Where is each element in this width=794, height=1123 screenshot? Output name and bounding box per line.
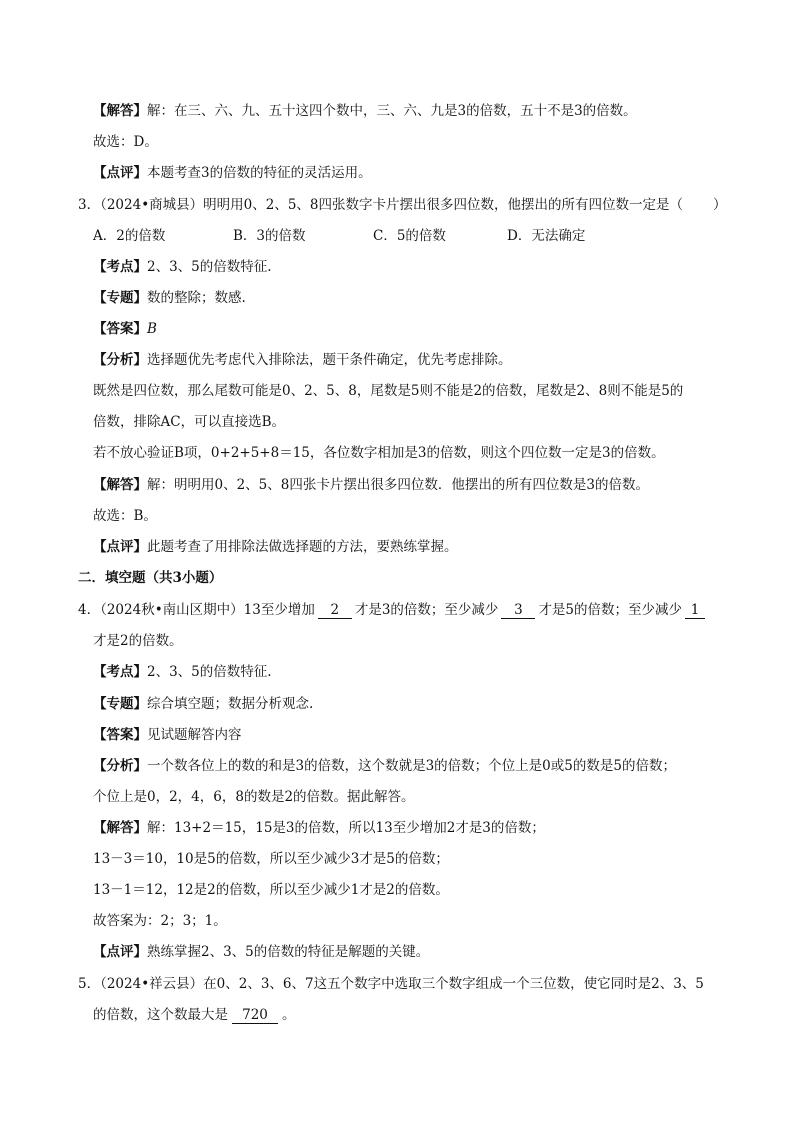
q3-fenxi-l2: 既然是四位数，那么尾数可能是0、2、5、8，尾数是5则不能是2的倍数，尾数是2、8则不能是5的	[93, 383, 684, 399]
q4-guda-line: 故答案为：2；3；1。	[93, 913, 227, 929]
q3-option-b: B．3的倍数	[233, 228, 306, 244]
q4-blank-3: 1	[685, 602, 705, 619]
q3-option-c: C．5的倍数	[373, 228, 446, 244]
q5-stem-l2	[93, 1005, 296, 1025]
q3-jieda-line	[93, 475, 649, 495]
q3-zhuanti-text: 数的整除；数感.	[147, 290, 246, 306]
q3-guxuan-line: 故选：B。	[93, 508, 157, 524]
q2-dianping-line	[93, 163, 372, 183]
q3-fenxi-l4: 若不放心验证B项，0+2+5+8＝15，各位数字相加是3的倍数，则这个四位数一定是3的倍数。	[93, 445, 665, 461]
q4-kaodian-line	[93, 662, 272, 682]
q4-blank-2: 3	[501, 602, 535, 619]
q4-dianping-text: 熟练掌握2、3、5的倍数的特征是解题的关键。	[147, 944, 430, 960]
q4-fenxi-text: 一个数各位上的数的和是3的倍数，这个数就是3的倍数；个位上是0或5的数是5的倍数；	[147, 758, 676, 774]
dianping-tag: 【点评】	[93, 539, 147, 555]
q2-guxuan-line: 故选：D。	[93, 134, 158, 150]
q4-kaodian-text: 2、3、5的倍数特征.	[147, 664, 272, 680]
q4-jieda-l2: 13－3＝10，10是5的倍数，所以至少减少3才是5的倍数；	[93, 851, 449, 867]
q3-zhuanti-line	[93, 288, 246, 308]
q4-stem-p2: 才是3的倍数；至少减少	[354, 602, 499, 618]
q4-jieda-line	[93, 818, 545, 838]
fenxi-tag: 【分析】	[93, 758, 147, 774]
q4-daan-line	[93, 725, 242, 745]
q3-options	[93, 226, 585, 246]
q4-jieda-text: 解：13+2＝15，15是3的倍数，所以13至少增加2才是3的倍数；	[147, 820, 545, 836]
q3-fenxi-l3: 倍数，排除AC，可以直接选B。	[93, 414, 285, 430]
kaodian-tag: 【考点】	[93, 259, 147, 275]
q3-daan-text: B	[147, 321, 157, 337]
q4-stem-p1: 4．（2024秋•南山区期中）13至少增加	[78, 602, 315, 618]
q4-jieda-l3: 13－1＝12，12是2的倍数，所以至少减少1才是2的倍数。	[93, 882, 449, 898]
q3-fenxi-line	[93, 350, 512, 370]
q3-dianping-text: 此题考查了用排除法做选择题的方法，要熟练掌握。	[147, 539, 458, 555]
fenxi-tag: 【分析】	[93, 352, 147, 368]
jieda-tag: 【解答】	[93, 477, 147, 493]
q3-daan-line	[93, 319, 157, 339]
q3-kaodian-text: 2、3、5的倍数特征.	[147, 259, 272, 275]
q2-dianping-text: 本题考查3的倍数的特征的灵活运用。	[147, 165, 372, 181]
q3-stem-text: 3．（2024•商城县）明明用0、2、5、8四张数字卡片摆出很多四位数，他摆出的所有四位数一定是（	[78, 197, 684, 213]
q3-stem	[78, 195, 727, 215]
zhuanti-tag: 【专题】	[93, 696, 147, 712]
q4-zhuanti-text: 综合填空题；数据分析观念.	[147, 696, 314, 712]
q5-stem-p2: 的倍数，这个数最大是	[93, 1007, 228, 1023]
q3-jieda-text: 解：明明用0、2、5、8四张卡片摆出很多四位数．他摆出的所有四位数是3的倍数。	[147, 477, 649, 493]
q5-blank-1: 720	[232, 1007, 278, 1024]
q2-jieda-line	[93, 101, 637, 121]
q4-stem-p3: 才是5的倍数；至少减少	[538, 602, 683, 618]
q3-kaodian-line	[93, 257, 272, 277]
kaodian-tag: 【考点】	[93, 664, 147, 680]
q4-daan-text: 见试题解答内容	[147, 727, 242, 743]
q4-dianping-line	[93, 942, 429, 962]
daan-tag: 【答案】	[93, 727, 147, 743]
q4-fenxi-l2: 个位上是0，2，4，6，8的数是2的倍数。据此解答。	[93, 789, 415, 805]
q4-stem-p4: 才是2的倍数。	[93, 633, 183, 649]
daan-tag: 【答案】	[93, 321, 147, 337]
jieda-tag: 【解答】	[93, 103, 147, 119]
q3-option-d: D．无法确定	[507, 228, 586, 244]
q3-stem-close: ）	[713, 197, 727, 213]
dianping-tag: 【点评】	[93, 165, 147, 181]
q4-blank-1: 2	[318, 602, 352, 619]
section-title: 二．填空题（共3小题）	[78, 570, 223, 586]
q3-dianping-line	[93, 537, 458, 557]
q4-fenxi-line	[93, 756, 676, 776]
q4-stem	[78, 600, 705, 620]
q5-stem: 5．（2024•祥云县）在0、2、3、6、7这五个数字中选取三个数字组成一个三位数，使它同时是2、3、5	[78, 976, 704, 992]
q3-fenxi-text: 选择题优先考虑代入排除法，题干条件确定，优先考虑排除。	[147, 352, 512, 368]
jieda-tag: 【解答】	[93, 820, 147, 836]
q3-option-a: A．2的倍数	[93, 228, 166, 244]
dianping-tag: 【点评】	[93, 944, 147, 960]
zhuanti-tag: 【专题】	[93, 290, 147, 306]
q2-jieda-text: 解：在三、六、九、五十这四个数中，三、六、九是3的倍数，五十不是3的倍数。	[147, 103, 637, 119]
q4-zhuanti-line	[93, 694, 313, 714]
q5-stem-p3: 。	[282, 1007, 296, 1023]
